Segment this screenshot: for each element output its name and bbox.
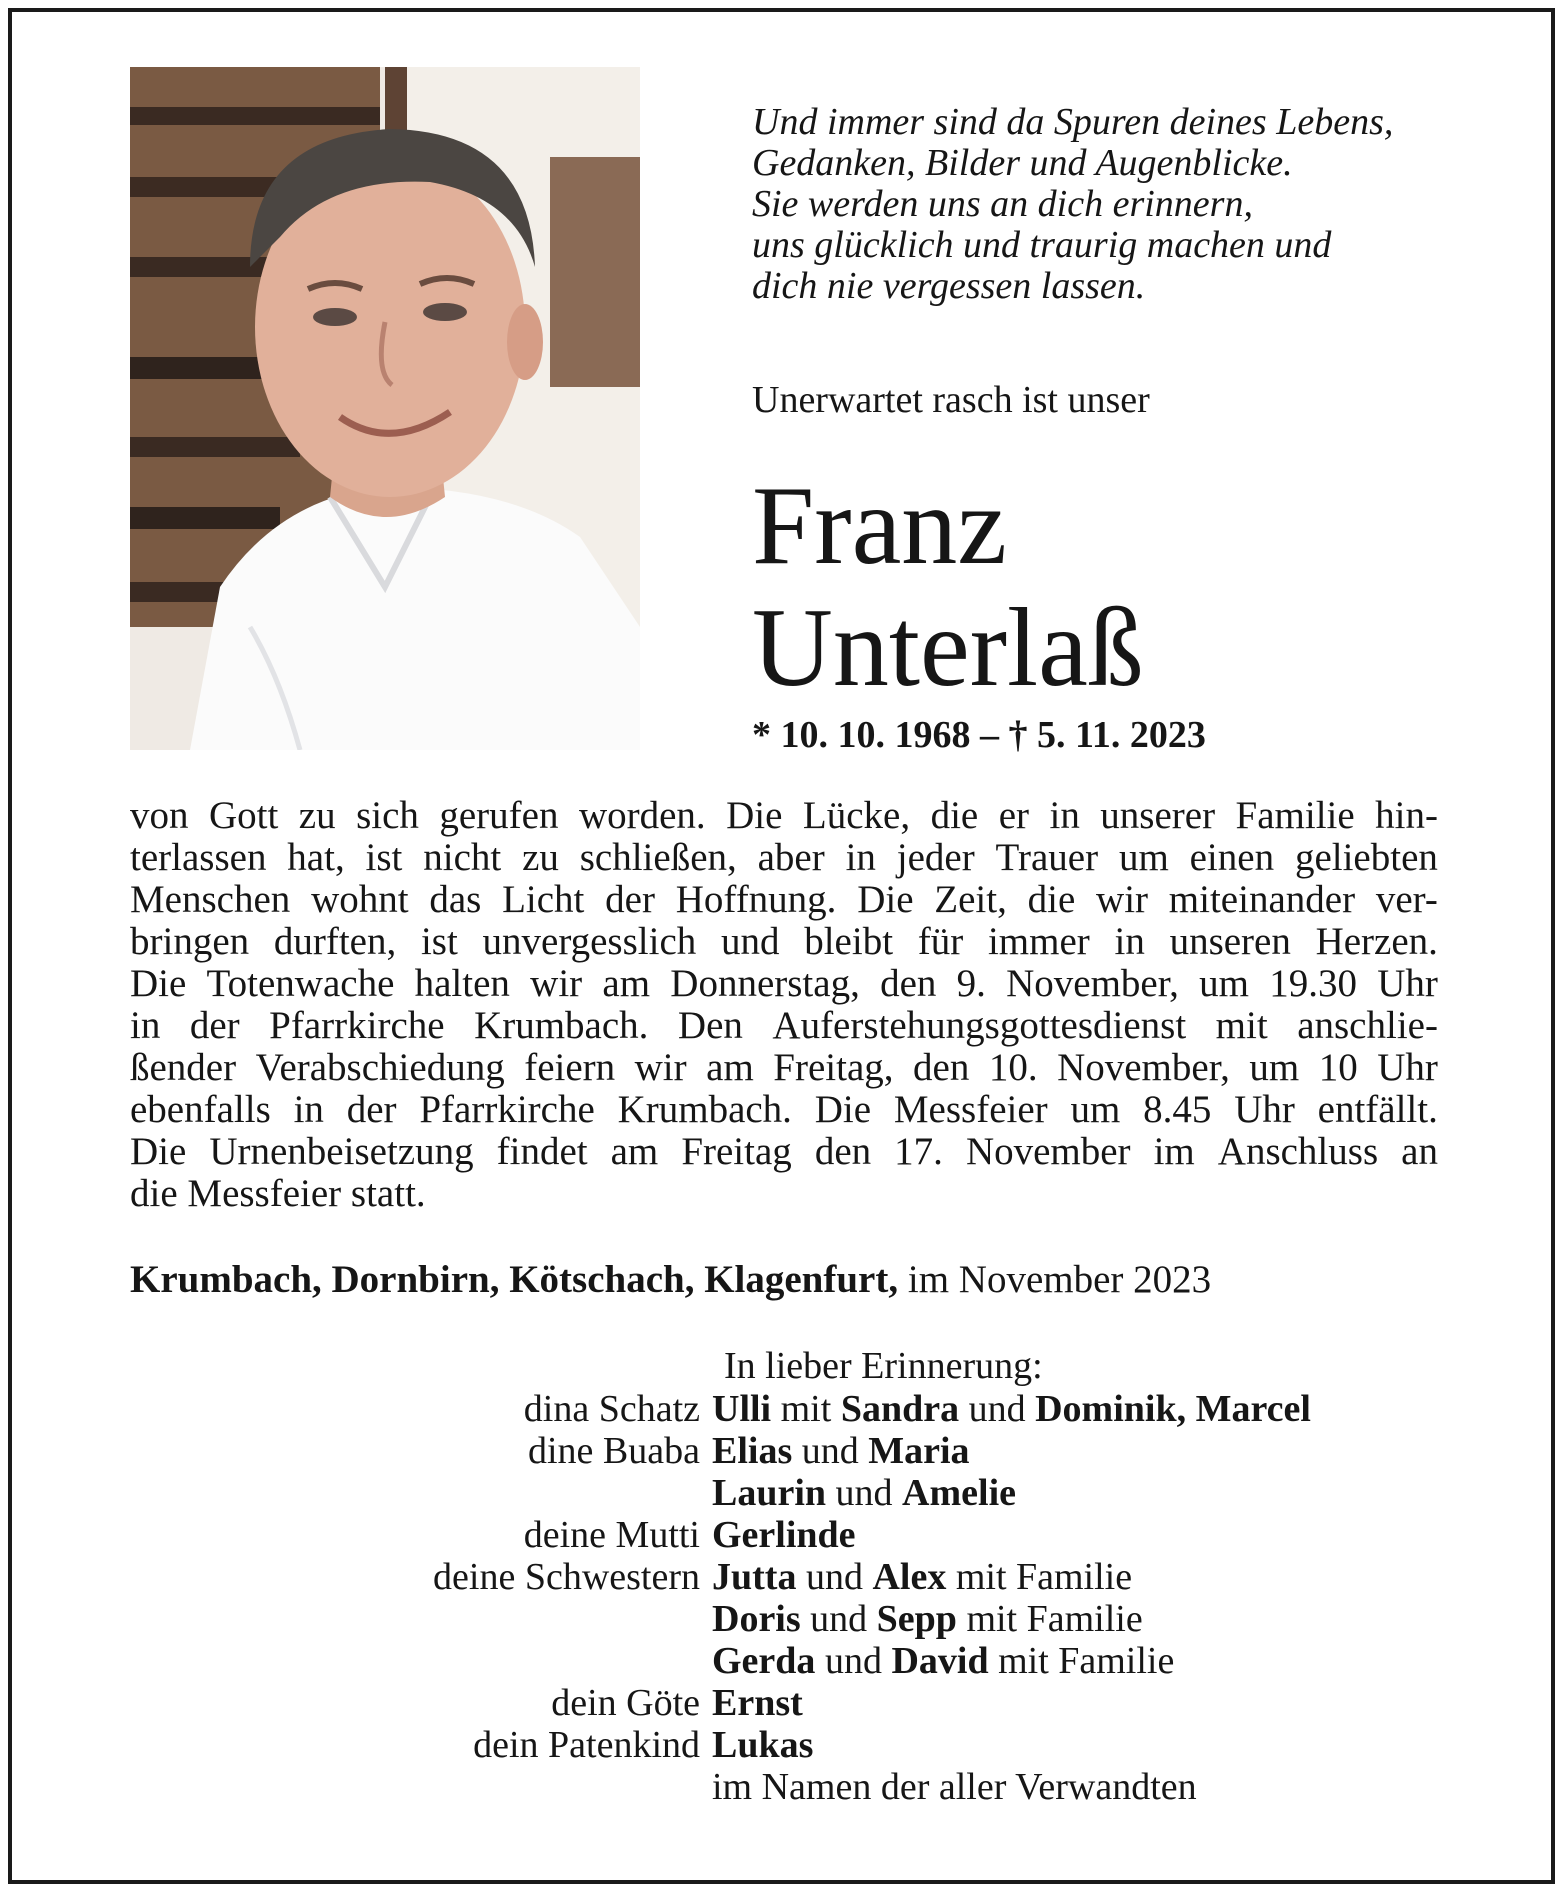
first-name: Franz	[752, 464, 1008, 588]
mourner-name: Jutta	[712, 1556, 797, 1598]
body-line: Die Totenwache halten wir am Donnerstag, den 9. November, um 19.30 Uhr	[130, 962, 1438, 1005]
mourner-row	[260, 1640, 1460, 1682]
mourner-name: Ernst	[712, 1682, 803, 1724]
mourner-names	[712, 1598, 1143, 1640]
mourner-relation	[260, 1472, 712, 1514]
mourner-names	[712, 1388, 1311, 1430]
life-dates: * 10. 10. 1968 – † 5. 11. 2023	[752, 714, 1206, 756]
poem-line: Und immer sind da Spuren deines Lebens,	[752, 101, 1394, 143]
body-line: von Gott zu sich gerufen worden. Die Lücke, die er in unserer Familie hin-	[130, 794, 1438, 837]
announcement-body	[130, 795, 1438, 1215]
mourner-connector: und	[792, 1430, 869, 1472]
place-date-line	[130, 1258, 1211, 1302]
portrait-photo	[130, 67, 640, 750]
mourner-relation: dein Patenkind	[473, 1724, 700, 1766]
mourner-row	[260, 1682, 1460, 1724]
mourner-name: Sepp	[876, 1598, 957, 1640]
mourner-name: Gerlinde	[712, 1514, 856, 1556]
mourner-connector: und	[800, 1598, 877, 1640]
mourner-relation: deine Mutti	[523, 1514, 700, 1556]
mourner-name: Gerda	[712, 1640, 816, 1682]
body-line: in der Pfarrkirche Krumbach. Den Auferstehungsgottesdienst mit anschlie-	[130, 1004, 1438, 1047]
mourner-connector: im Namen der aller Verwandten	[712, 1766, 1197, 1808]
mourner-names	[712, 1430, 970, 1472]
mourner-connector: mit Familie	[988, 1640, 1175, 1682]
mourner-row	[260, 1766, 1460, 1808]
memorial-poem	[752, 102, 1512, 307]
mourner-row	[260, 1598, 1460, 1640]
mourner-name: Alex	[872, 1556, 947, 1598]
mourner-names	[712, 1514, 856, 1556]
mourner-name: David	[891, 1640, 989, 1682]
mourner-name: Maria	[868, 1430, 970, 1472]
mourner-row	[260, 1388, 1460, 1430]
mourner-connector: und	[815, 1640, 892, 1682]
body-line: Menschen wohnt das Licht der Hoffnung. Die Zeit, die wir miteinander ver-	[130, 878, 1438, 921]
mourner-name: Sandra	[840, 1388, 960, 1430]
mourners-list	[260, 1388, 1460, 1808]
poem-line: uns glücklich und traurig machen und	[752, 224, 1332, 266]
mourner-relation: dein Göte	[551, 1682, 700, 1724]
portrait-illustration	[130, 67, 640, 750]
mourner-relation: dine Buaba	[527, 1430, 700, 1472]
body-line: bringen durften, ist unvergesslich und bleibt für immer in unseren Herzen.	[130, 920, 1438, 963]
body-line: ebenfalls in der Pfarrkirche Krumbach. Die Messfeier um 8.45 Uhr entfällt.	[130, 1088, 1438, 1131]
mourner-name: Elias	[712, 1430, 793, 1472]
place-towns: Krumbach, Dornbirn, Kötschach, Klagenfurt,	[130, 1258, 899, 1301]
mourner-connector: und	[796, 1556, 873, 1598]
mourner-name: Ulli	[712, 1388, 772, 1430]
place-date: im November 2023	[907, 1258, 1212, 1301]
mourner-row	[260, 1556, 1460, 1598]
intro-text: Unerwartet rasch ist unser	[752, 379, 1150, 421]
poem-line: Gedanken, Bilder und Augenblicke.	[752, 142, 1293, 184]
poem-line: Sie werden uns an dich erinnern,	[752, 183, 1253, 225]
mourner-connector: und	[826, 1472, 903, 1514]
mourner-relation: dina Schatz	[523, 1388, 700, 1430]
mourner-connector: mit Familie	[946, 1556, 1133, 1598]
mourner-names	[712, 1724, 813, 1766]
mourner-name: Dominik, Marcel	[1035, 1388, 1311, 1430]
mourner-relation: deine Schwestern	[433, 1556, 700, 1598]
mourner-names	[712, 1640, 1174, 1682]
mourner-connector: mit Familie	[956, 1598, 1143, 1640]
body-line: die Messfeier statt.	[130, 1172, 426, 1215]
mourner-names	[712, 1472, 1016, 1514]
poem-line: dich nie vergessen lassen.	[752, 265, 1146, 307]
mourner-connector: mit	[771, 1388, 841, 1430]
mourner-name: Lukas	[712, 1724, 814, 1766]
mourner-names	[712, 1682, 803, 1724]
mourner-name: Laurin	[712, 1472, 827, 1514]
mourner-names	[712, 1766, 1197, 1808]
mourner-relation	[260, 1640, 712, 1682]
mourner-connector: und	[959, 1388, 1036, 1430]
mourner-names	[712, 1556, 1132, 1598]
mourner-relation	[260, 1598, 712, 1640]
mourner-row	[260, 1724, 1460, 1766]
deceased-name	[752, 465, 1144, 709]
body-line: ßender Verabschiedung feiern wir am Freitag, den 10. November, um 10 Uhr	[130, 1046, 1438, 1089]
body-line: Die Urnenbeisetzung findet am Freitag den 17. November im Anschluss an	[130, 1130, 1438, 1173]
mourner-row	[260, 1472, 1460, 1514]
mourner-name: Amelie	[902, 1472, 1016, 1514]
mourner-relation	[260, 1766, 712, 1808]
mourner-row	[260, 1430, 1460, 1472]
memory-heading: In lieber Erinnerung:	[724, 1345, 1043, 1387]
mourner-name: Doris	[712, 1598, 801, 1640]
last-name: Unterlaß	[752, 586, 1144, 710]
body-line: terlassen hat, ist nicht zu schließen, aber in jeder Trauer um einen geliebten	[130, 836, 1438, 879]
mourner-row	[260, 1514, 1460, 1556]
